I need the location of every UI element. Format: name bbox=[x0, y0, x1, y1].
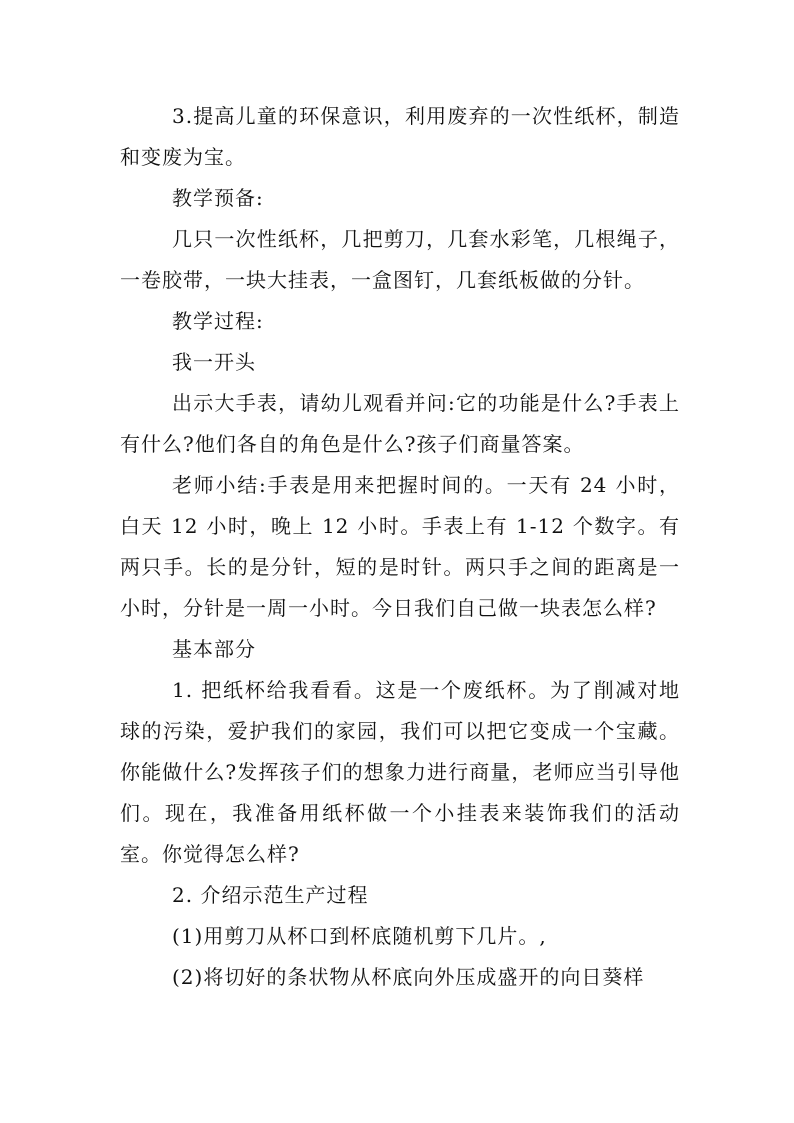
paragraph-goal-3: 3.提高儿童的环保意识，利用废弃的一次性纸杯，制造和变废为宝。 bbox=[120, 104, 680, 169]
heading-teaching-process: 教学过程: bbox=[172, 309, 264, 333]
paragraph-substep-1: (1)用剪刀从杯口到杯底随机剪下几片。, bbox=[172, 924, 547, 948]
paragraph-substep-2: (2)将切好的条状物从杯底向外压成盛开的向日葵样 bbox=[172, 965, 645, 989]
paragraph-materials: 几只一次性纸杯，几把剪刀，几套水彩笔，几根绳子，一卷胶带，一块大挂表，一盒图钉，几套纸板做的分针。 bbox=[120, 227, 680, 292]
heading-basic-part: 基本部分 bbox=[172, 637, 256, 661]
heading-opening: 我一开头 bbox=[172, 350, 256, 374]
document-body bbox=[120, 96, 680, 998]
paragraph-step-2: 2. 介绍示范生产过程 bbox=[172, 883, 369, 907]
paragraph-teacher-summary: 老师小结:手表是用来把握时间的。一天有 24 小时，白天 12 小时，晚上 12 小时。手表上有 1-12 个数字。有两只手。长的是分针，短的是时针。两只手之间的距离是一小时，分针是一周一小时。今日我们自己做一块表怎么样? bbox=[120, 473, 680, 620]
paragraph-step-1: 1. 把纸杯给我看看。这是一个废纸杯。为了削减对地球的污染，爱护我们的家园，我们可以把它变成一个宝藏。你能做什么?发挥孩子们的想象力进行商量，老师应当引导他们。现在，我准备用纸杯做一个小挂表来装饰我们的活动室。你觉得怎么样? bbox=[120, 678, 680, 866]
paragraph-show-watch: 出示大手表，请幼儿观看并问:它的功能是什么?手表上有什么?他们各自的角色是什么?孩子们商量答案。 bbox=[120, 391, 680, 456]
heading-teaching-preparation: 教学预备: bbox=[172, 186, 264, 210]
